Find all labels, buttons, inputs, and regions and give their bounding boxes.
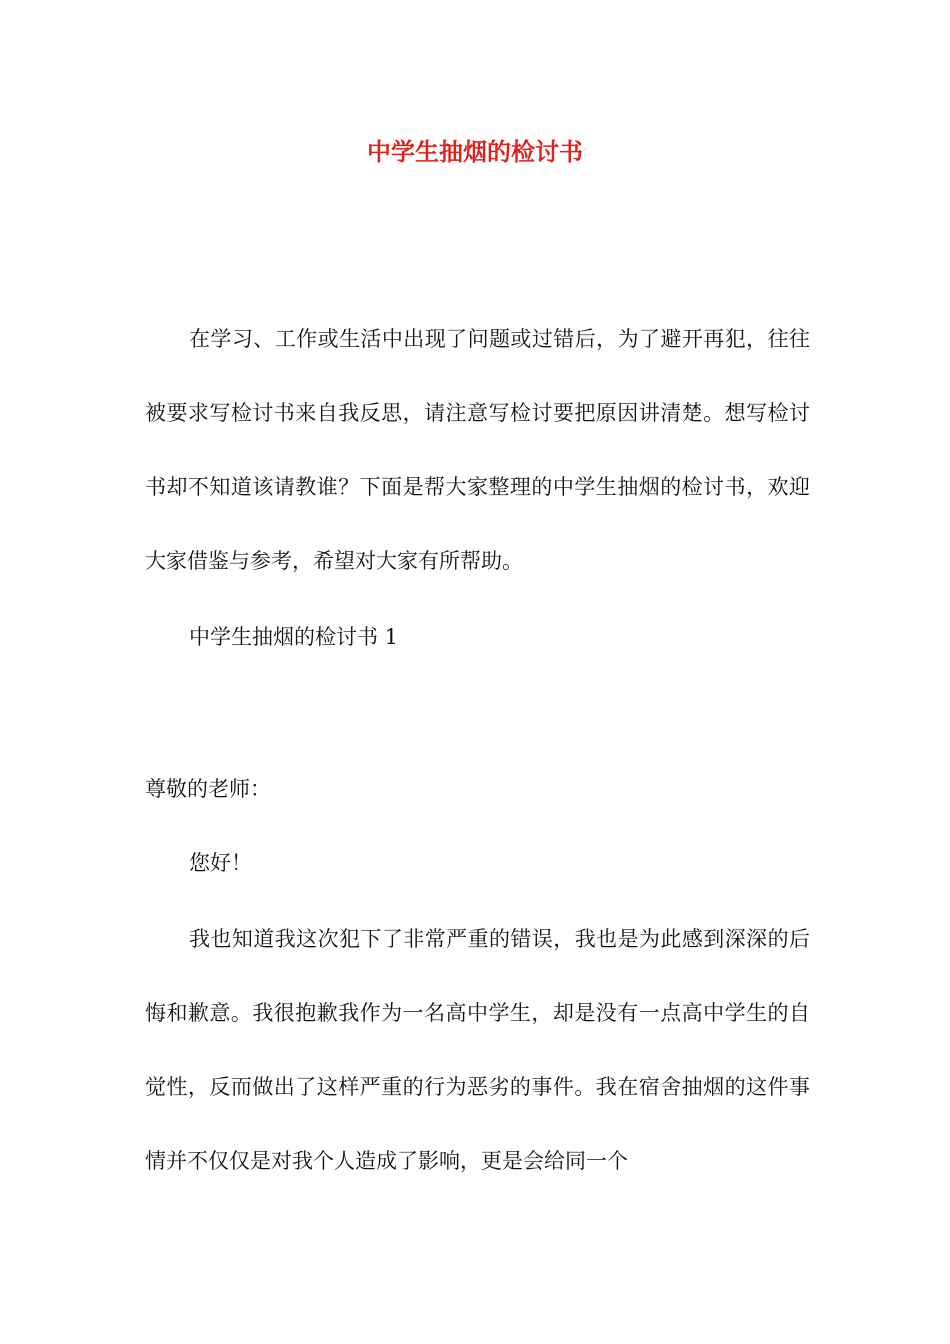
intro-paragraph: 在学习、工作或生活中出现了问题或过错后，为了避开再犯，往往被要求写检讨书来自我反思，请注意写检讨要把原因讲清楚。想写检讨书却不知道该请教谁？下面是帮大家整理的中学生抽烟的检讨书，欢迎大家借鉴与参考，希望对大家有所帮助。 [145,327,810,573]
greeting: 您好！ [189,851,252,875]
document-title: 中学生抽烟的检讨书 [367,137,583,166]
salutation: 尊敬的老师： [145,777,271,801]
section-heading: 中学生抽烟的检讨书 1 [189,625,399,649]
body-paragraph: 我也知道我这次犯下了非常严重的错误，我也是为此感到深深的后悔和歉意。我很抱歉我作为一名高中学生，却是没有一点高中学生的自觉性，反而做出了这样严重的行为恶劣的事件。我在宿舍抽烟的这件事情并不仅仅是对我个人造成了影响，更是会给同一个 [145,927,810,1173]
